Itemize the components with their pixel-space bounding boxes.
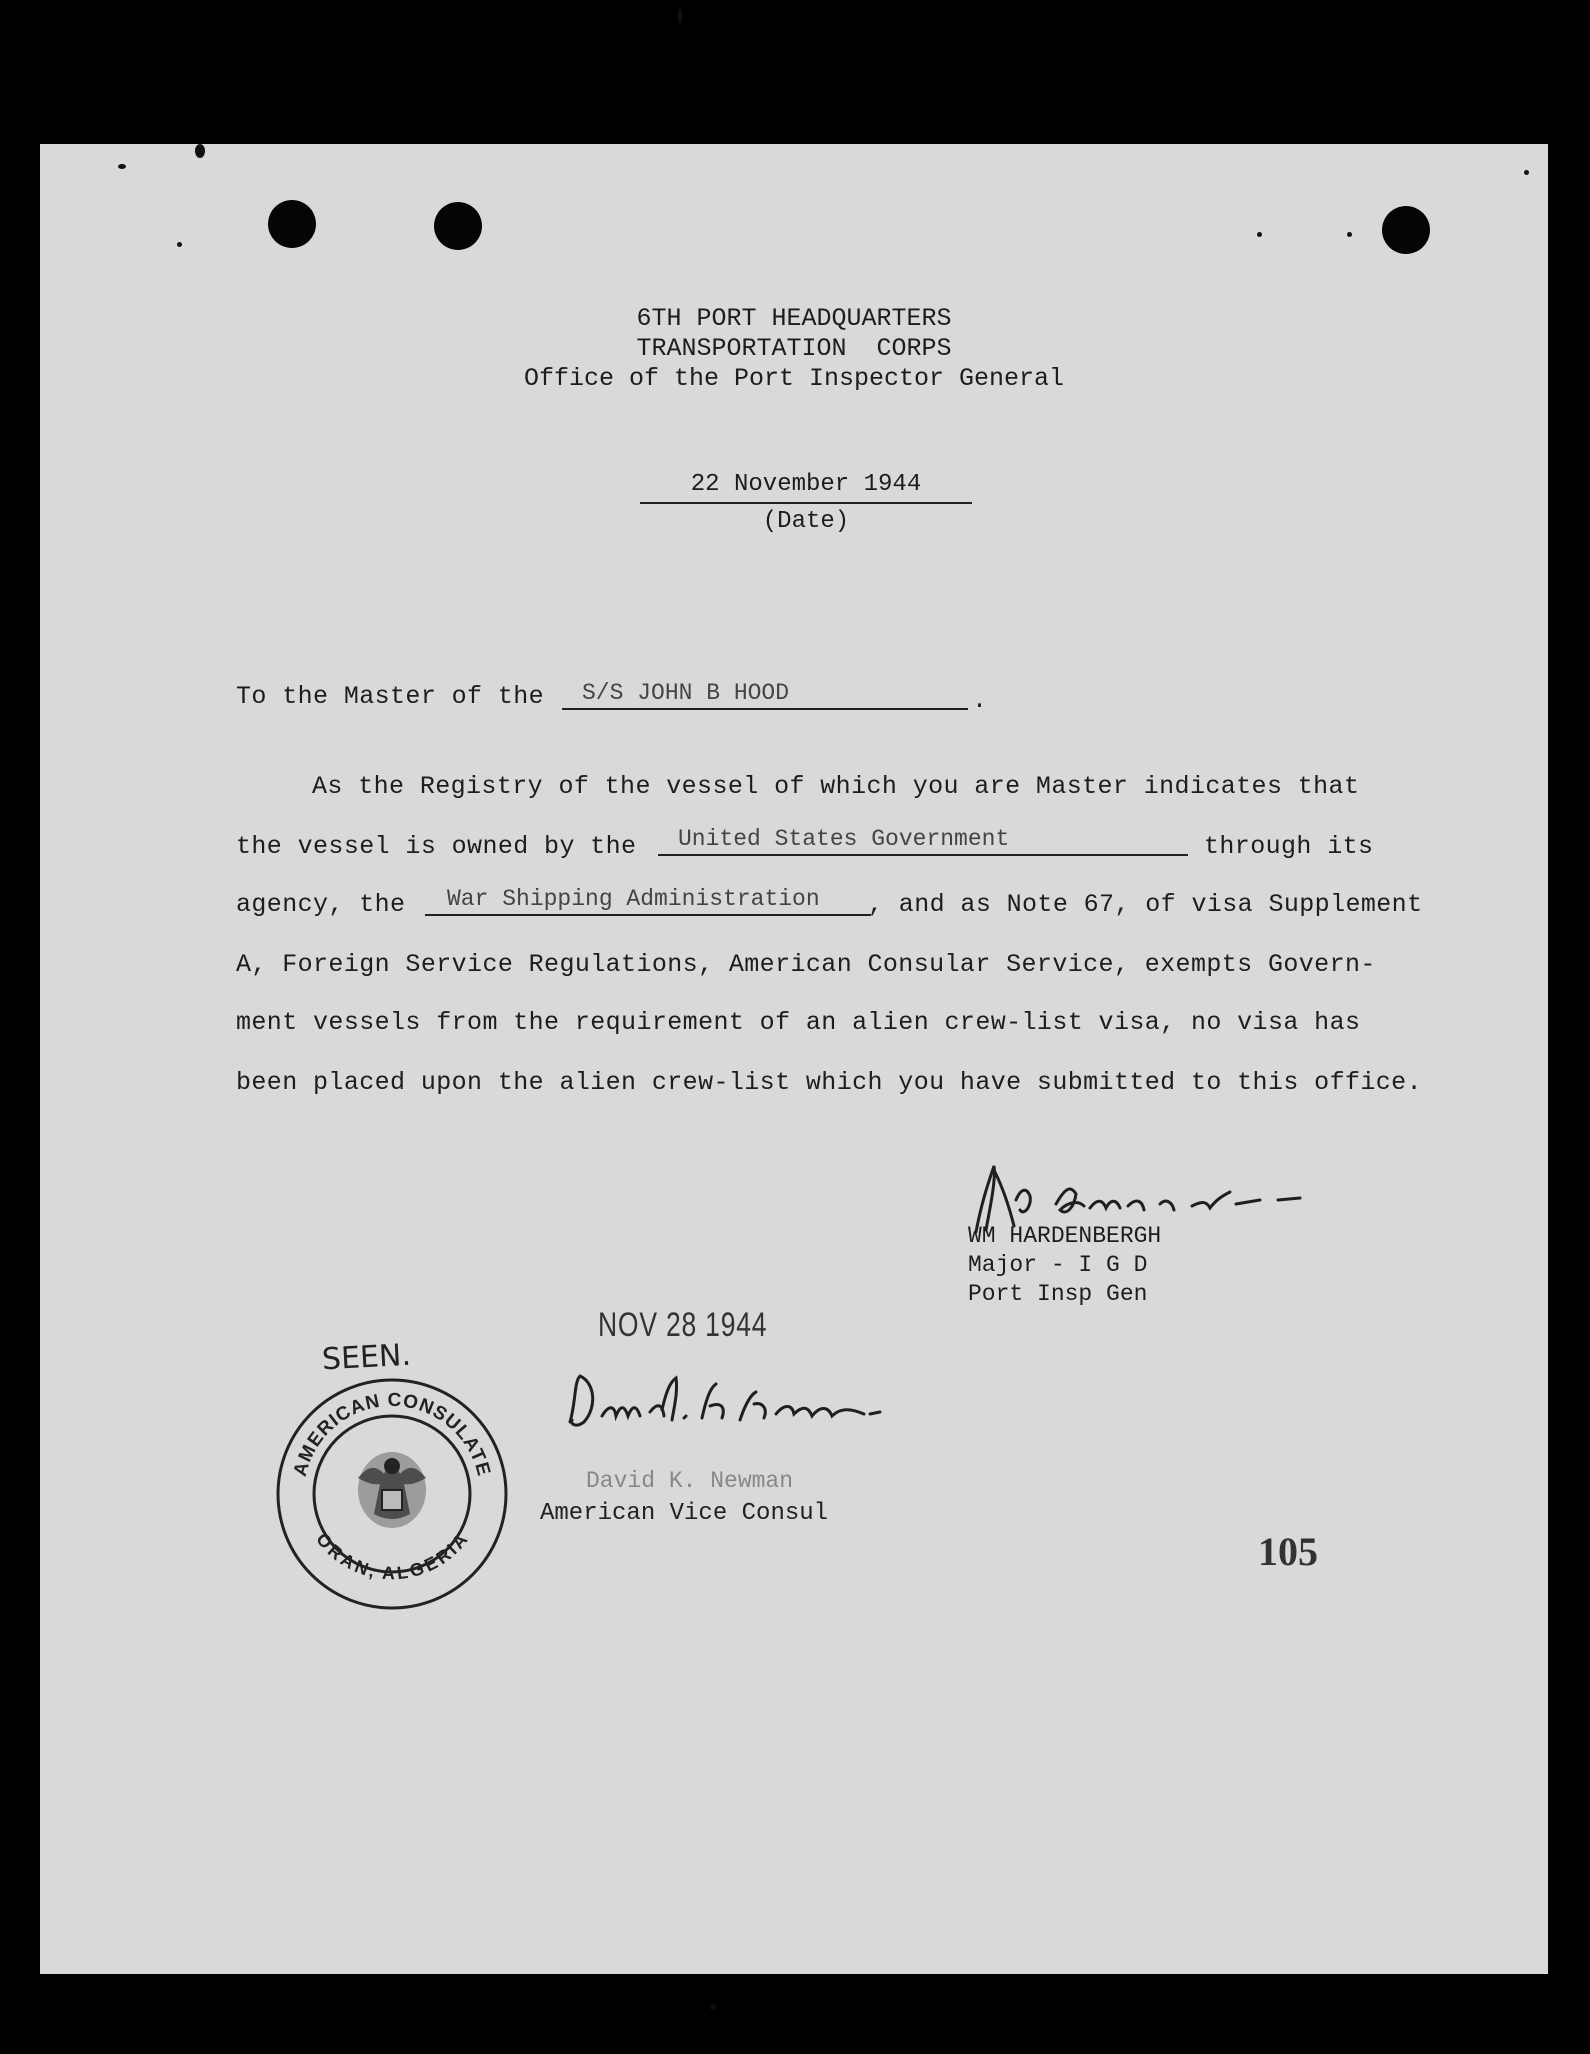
body-line-5: ment vessels from the requirement of an alien crew-list visa, no visa has (236, 1008, 1361, 1037)
date-field: 22 November 1944 (640, 470, 972, 504)
date-label: (Date) (762, 508, 850, 535)
page-number: 105 (1258, 1529, 1318, 1574)
body-line-6: been placed upon the alien crew-list which you have submitted to this office. (236, 1068, 1422, 1097)
addressee-suffix: . (972, 686, 988, 715)
seen-annotation: SEEN. (321, 1337, 412, 1378)
signatory-rank: Major - I G D (968, 1252, 1148, 1278)
consul-title: American Vice Consul (540, 1500, 829, 1527)
body-line-2-start: the vessel is owned by the (236, 832, 637, 861)
body-line-4: A, Foreign Service Regulations, American Consular Service, exempts Govern- (236, 950, 1376, 979)
scan-speck (195, 144, 205, 158)
owner-field: United States Government (658, 826, 1188, 856)
seal-bottom-text: ORAN, ALGERIA (312, 1529, 472, 1584)
agency-field: War Shipping Administration (425, 886, 871, 916)
signatory-title: Port Insp Gen (968, 1281, 1148, 1307)
letterhead-line-1: 6TH PORT HEADQUARTERS (636, 304, 952, 333)
eagle-emblem-icon (358, 1452, 426, 1528)
svg-text:ORAN, ALGERIA (312, 1529, 471, 1583)
punch-hole (434, 202, 482, 250)
scan-speck (177, 242, 182, 247)
scan-speck (1524, 170, 1529, 175)
scan-speck (1347, 232, 1352, 237)
received-date-stamp: NOV 28 1944 (598, 1306, 768, 1344)
body-line-3-end: , and as Note 67, of visa Supplement (868, 890, 1423, 919)
consulate-seal (272, 1374, 512, 1614)
consul-name: David K. Newman (586, 1468, 794, 1494)
scan-speck (678, 8, 682, 24)
letterhead-line-3: Office of the Port Inspector General (523, 364, 1065, 393)
body-line-2-end: through its (1204, 832, 1374, 861)
signatory-name: WM HARDENBERGH (968, 1223, 1162, 1249)
letterhead-line-2: TRANSPORTATION CORPS (636, 334, 952, 363)
document-page (40, 144, 1548, 1974)
seal-top-text: AMERICAN CONSULATE (289, 1389, 495, 1479)
vessel-name-field: S/S JOHN B HOOD (562, 680, 968, 710)
punch-hole (268, 200, 316, 248)
addressee-prefix: To the Master of the (236, 682, 545, 711)
body-line-3-start: agency, the (236, 890, 406, 919)
newman-signature (550, 1362, 1020, 1442)
scan-speck (1257, 232, 1262, 237)
body-line-1: As the Registry of the vessel of which you are Master indicates that (312, 772, 1360, 801)
punch-hole (1382, 206, 1430, 254)
scan-speck (710, 2004, 716, 2010)
scan-speck (118, 164, 126, 169)
